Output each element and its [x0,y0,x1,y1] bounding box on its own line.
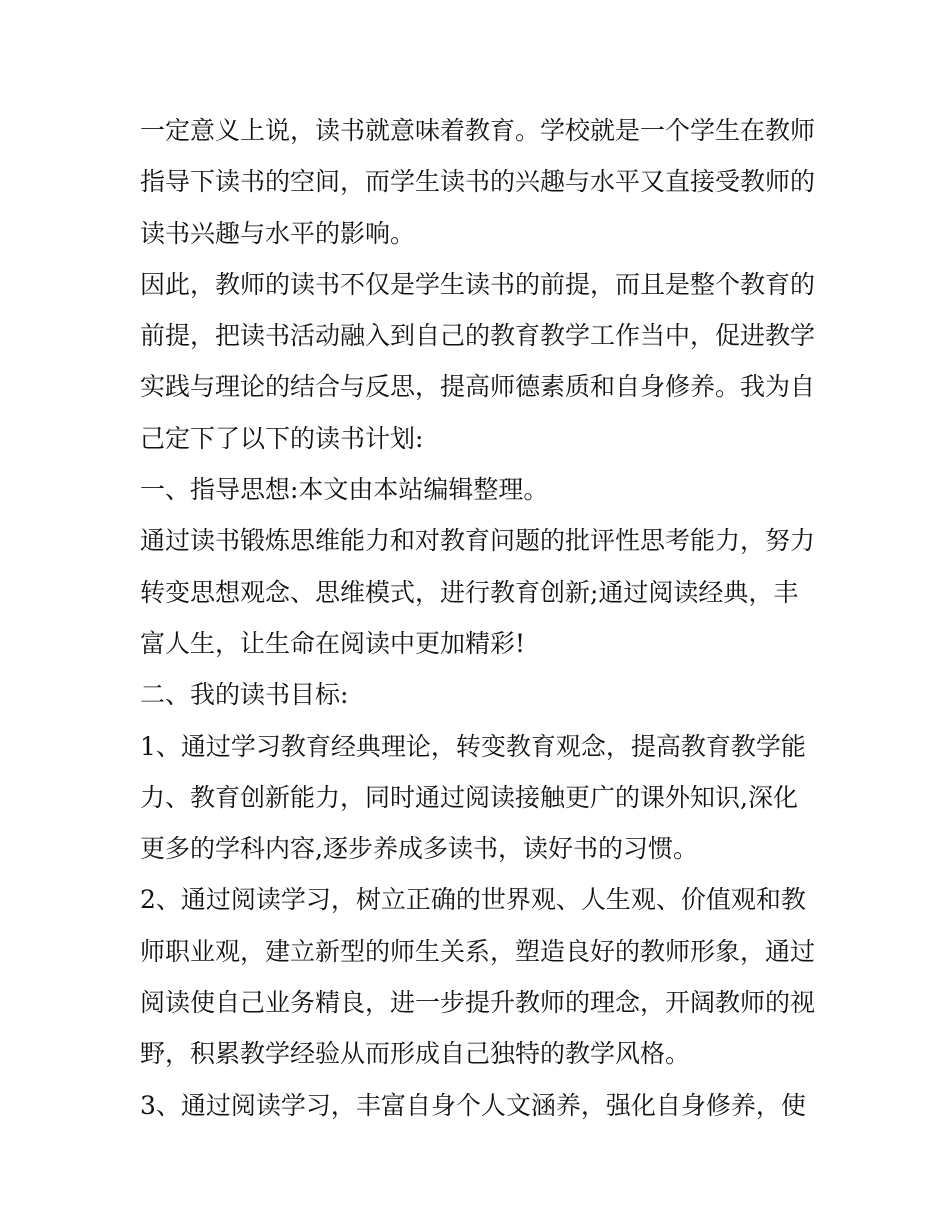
list-item-line: 3、通过阅读学习，丰富自身个人文涵养，强化自身修养，使 [140,1090,806,1120]
text-line: 一定意义上说，读书就意味着教育。学校就是一个学生在教师 [140,116,816,145]
text-line: 实践与理论的结合与反思，提高师德素质和自身修养。我为自 [140,372,816,402]
list-item-line: 野，积累教学经验从而形成自己独特的教学风格。 [140,1039,691,1069]
list-item-line: 师职业观，建立新型的师生关系，塑造良好的教师形象，通过 [140,936,816,966]
text-line: 己定下了以下的读书计划: [140,423,424,453]
section-heading: 二、我的读书目标: [140,680,349,710]
text-line: 读书兴趣与水平的影响。 [140,218,416,248]
list-item-line: 1、通过学习教育经典理论，转变教育观念，提高教育教学能 [140,731,806,761]
text-line: 转变思想观念、思维模式，进行教育创新;通过阅读经典，丰 [140,577,799,607]
document-body [140,105,820,1131]
list-item-line: 阅读使自己业务精良，进一步提升教师的理念，开阔教师的视 [140,988,816,1018]
text-line: 富人生，让生命在阅读中更加精彩! [140,628,526,658]
list-item-line: 2、通过阅读学习，树立正确的世界观、人生观、价值观和教 [140,885,806,915]
text-line: 通过读书锻炼思维能力和对教育问题的批评性思考能力，努力 [140,526,816,556]
section-heading: 一、指导思想:本文由本站编辑整理。 [140,475,549,505]
text-line: 前提，把读书活动融入到自己的教育教学工作当中，促进教学 [140,321,816,351]
text-line: 因此，教师的读书不仅是学生读书的前提，而且是整个教育的 [140,269,816,299]
list-item-line: 力、教育创新能力，同时通过阅读接触更广的课外知识,深化 [140,782,798,812]
text-line: 指导下读书的空间，而学生读书的兴趣与水平又直接受教师的 [140,167,816,197]
list-item-line: 更多的学科内容,逐步养成多读书，读好书的习惯。 [140,834,698,864]
